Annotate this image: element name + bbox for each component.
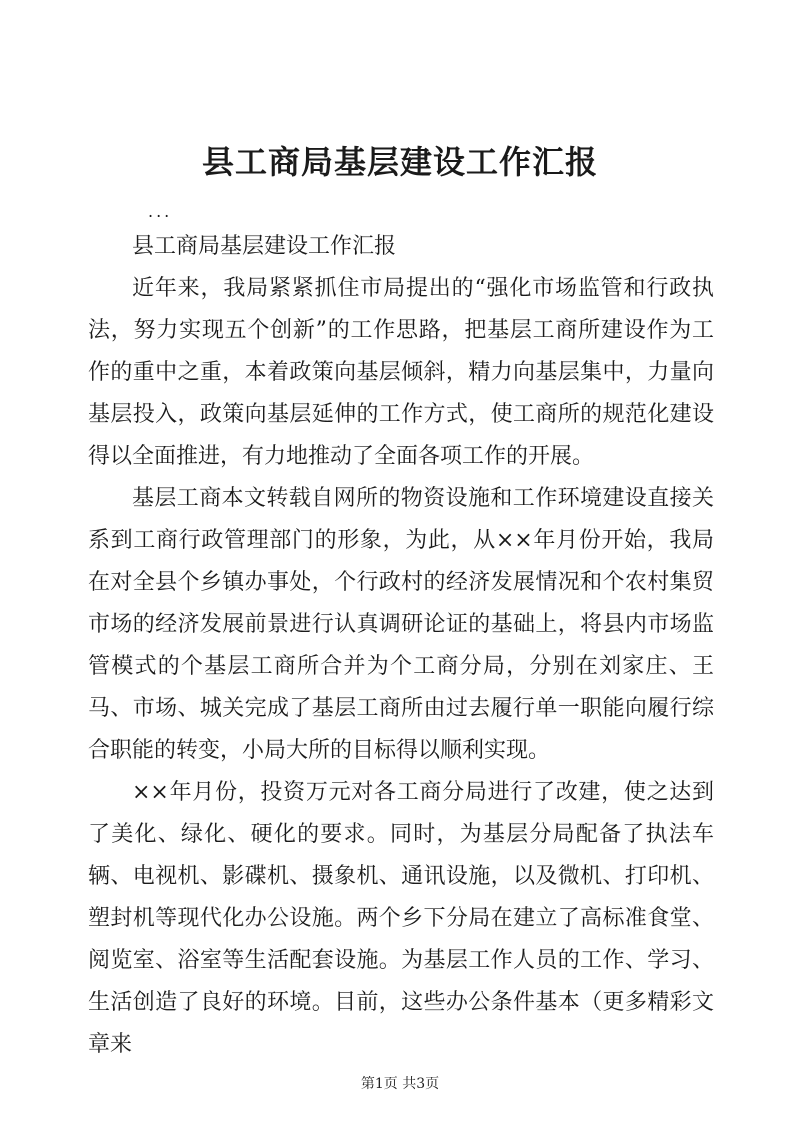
page-footer: 第1页 共3页 bbox=[360, 1076, 440, 1092]
ellipsis-text: ... bbox=[148, 202, 173, 221]
document-body bbox=[88, 226, 714, 1066]
body-paragraph: 近年来，我局紧紧抓住市局提出的“强化市场监管和行政执法，努力实现五个创新”的工作思路，把基层工商所建设作为工作的重中之重，本着政策向基层倾斜，精力向基层集中，力量向基层投入，政策向基层延伸的工作方式，使工商所的规范化建设得以全面推进，有力地推动了全面各项工作的开展。 bbox=[88, 276, 714, 469]
body-paragraph: 基层工商本文转载自网所的物资设施和工作环境建设直接关系到工商行政管理部门的形象，为此，从××年月份开始，我局在对全县个乡镇办事处，个行政村的经济发展情况和个农村集贸市场的经济发展前景进行认真调研论证的基础上，将县内市场监管模式的个基层工商所合并为个工商分局，分别在刘家庄、王马、市场、城关完成了基层工商所由过去履行单一职能向履行综合职能的转变，小局大所的目标得以顺利实现。 bbox=[88, 486, 714, 763]
body-paragraph: ××年月份，投资万元对各工商分局进行了改建，使之达到了美化、绿化、硬化的要求。同时，为基层分局配备了执法车辆、电视机、影碟机、摄象机、通讯设施，以及微机、打印机、塑封机等现代化办公设施。两个乡下分局在建立了高标准食堂、阅览室、浴室等生活配套设施。为基层工作人员的工作、学习、生活创造了良好的环境。目前，这些办公条件基本（更多精彩文章来 bbox=[88, 780, 714, 1057]
document-title: 县工商局基层建设工作汇报 bbox=[201, 143, 598, 181]
subtitle-paragraph: 县工商局基层建设工作汇报 bbox=[132, 234, 397, 259]
